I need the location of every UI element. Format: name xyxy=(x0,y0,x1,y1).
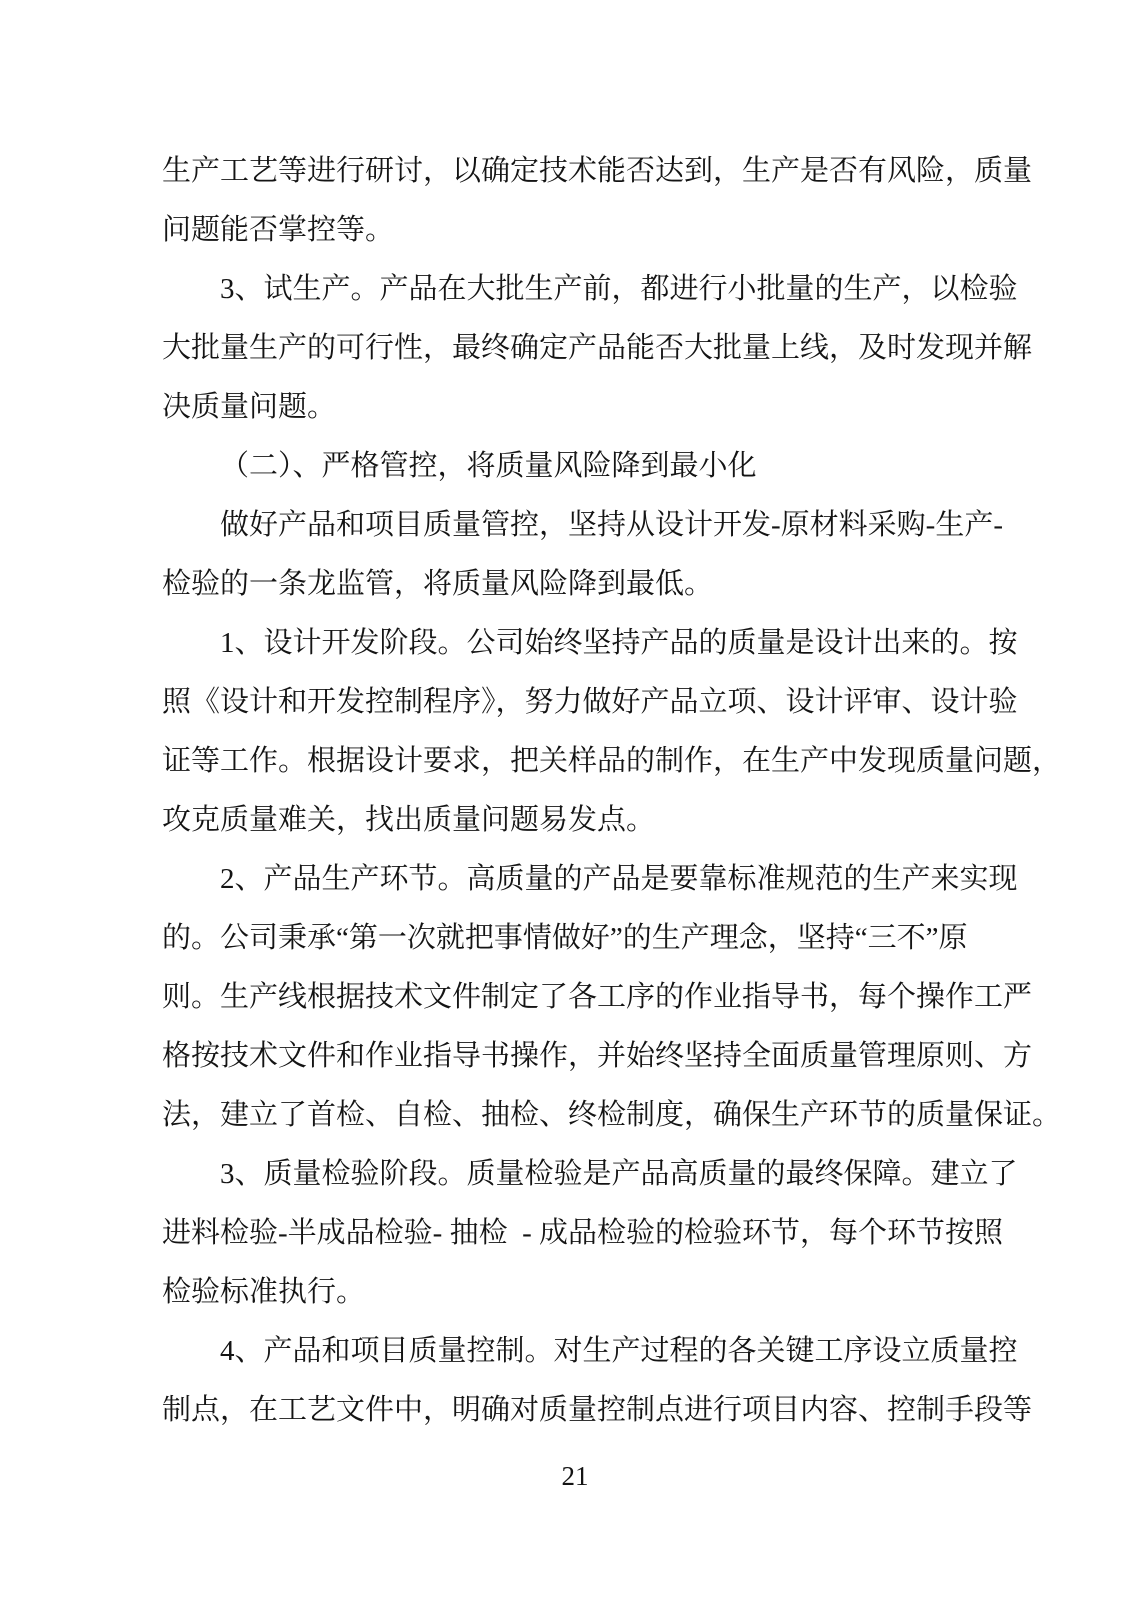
text-line: 制点，在工艺文件中，明确对质量控制点进行项目内容、控制手段等 xyxy=(162,1394,1033,1426)
text-line: 3、试生产。产品在大批生产前，都进行小批量的生产，以检验 xyxy=(220,273,1018,305)
text-line: 格按技术文件和作业指导书操作，并始终坚持全面质量管理原则、方 xyxy=(162,1040,1033,1072)
text-line: 做好产品和项目质量管控，坚持从设计开发-原材料采购-生产- xyxy=(220,509,1003,541)
text-line: 大批量生产的可行性，最终确定产品能否大批量上线，及时发现并解 xyxy=(162,332,1033,364)
text-line: 2、产品生产环节。高质量的产品是要靠标准规范的生产来实现 xyxy=(220,863,1018,895)
text-line: 检验标准执行。 xyxy=(162,1276,366,1308)
text-line: 生产工艺等进行研讨，以确定技术能否达到，生产是否有风险，质量 xyxy=(162,155,1033,187)
text-block xyxy=(162,142,1062,1440)
text-line: 4、产品和项目质量控制。对生产过程的各关键工序设立质量控 xyxy=(220,1335,1018,1367)
text-line: 进料检验-半成品检验- 抽检 - 成品检验的检验环节，每个环节按照 xyxy=(162,1217,1003,1249)
text-line: 攻克质量难关，找出质量问题易发点。 xyxy=(162,804,656,836)
text-line: 的。公司秉承“第一次就把事情做好”的生产理念，坚持“三不”原 xyxy=(162,922,968,954)
text-line-section-heading: （二）、严格管控，将质量风险降到最小化 xyxy=(220,450,757,482)
text-line: 照《设计和开发控制程序》，努力做好产品立项、设计评审、设计验 xyxy=(162,686,1018,718)
text-line: 检验的一条龙监管，将质量风险降到最低。 xyxy=(162,568,714,600)
text-line: 则。生产线根据技术文件制定了各工序的作业指导书，每个操作工严 xyxy=(162,981,1033,1013)
text-line: 法，建立了首检、自检、抽检、终检制度，确保生产环节的质量保证。 xyxy=(162,1099,1062,1131)
page-number: 21 xyxy=(561,1461,589,1491)
text-line: 问题能否掌控等。 xyxy=(162,214,395,246)
text-line: 3、质量检验阶段。质量检验是产品高质量的最终保障。建立了 xyxy=(220,1158,1018,1190)
text-line: 证等工作。根据设计要求，把关样品的制作，在生产中发现质量问题， xyxy=(162,745,1062,777)
text-line: 1、设计开发阶段。公司始终坚持产品的质量是设计出来的。按 xyxy=(220,627,1018,659)
text-line: 决质量问题。 xyxy=(162,391,337,423)
